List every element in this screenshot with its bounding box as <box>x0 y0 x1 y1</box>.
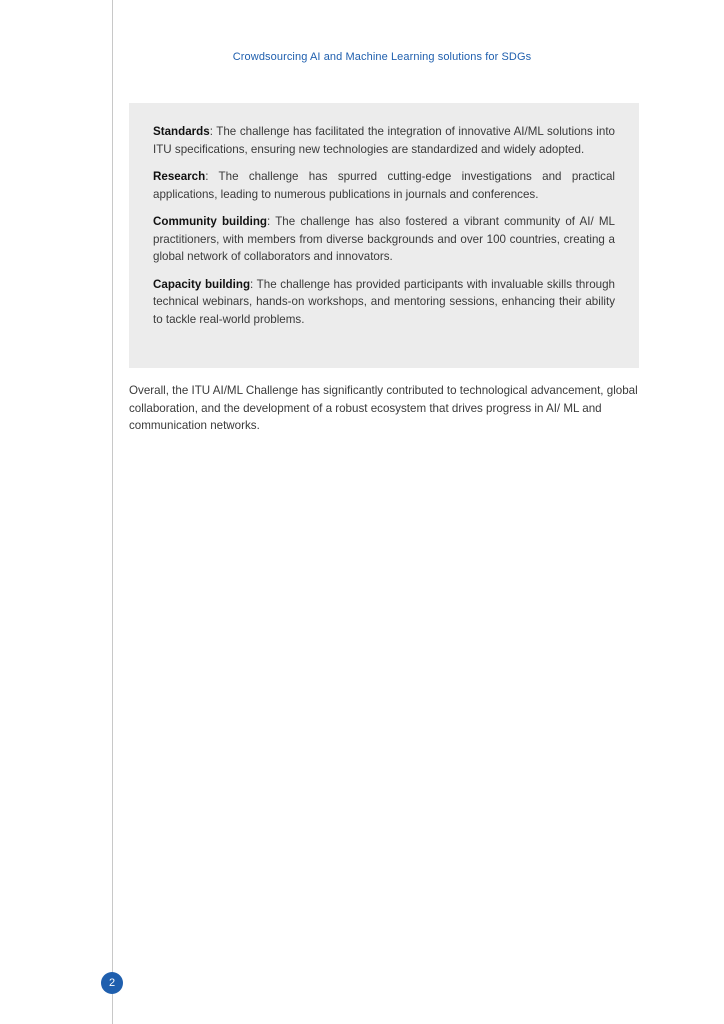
box-item-text: : The challenge has spurred cutting-edge investigations and practical applications, leading to numerous publications in journals and conferences. <box>153 170 615 201</box>
box-item-research <box>153 168 615 203</box>
box-item-community-building <box>153 213 615 266</box>
box-item-term: Standards <box>153 125 210 138</box>
box-item-text: : The challenge has also fostered a vibrant community of AI/ ML practitioners, with members from diverse backgrounds and over 100 countries, creating a global network of collaborators and innovators. <box>153 215 616 263</box>
summary-paragraph: Overall, the ITU AI/ML Challenge has significantly contributed to technological advancement, global collaboration, and the development of a robust ecosystem that drives progress in AI/ ML and communication networks. <box>129 384 638 432</box>
page-number-badge: 2 <box>101 972 123 994</box>
box-item-standards <box>153 123 615 158</box>
highlight-box <box>129 103 639 368</box>
running-header: Crowdsourcing AI and Machine Learning solutions for SDGs <box>232 51 532 63</box>
box-item-text: : The challenge has provided participants with invaluable skills through technical webinars, hands-on workshops, and mentoring sessions, enhancing their ability to tackle real-world problems. <box>153 277 615 326</box>
box-item-term: Community building <box>153 215 268 228</box>
box-item-text: : The challenge has facilitated the integration of innovative AI/ML solutions into ITU specifications, ensuring new technologies are standardized and widely adopted. <box>153 125 615 156</box>
margin-rule <box>112 0 113 1024</box>
box-item-capacity-building <box>153 276 615 329</box>
box-item-term: Capacity building <box>153 277 251 291</box>
box-item-term: Research <box>153 170 206 183</box>
